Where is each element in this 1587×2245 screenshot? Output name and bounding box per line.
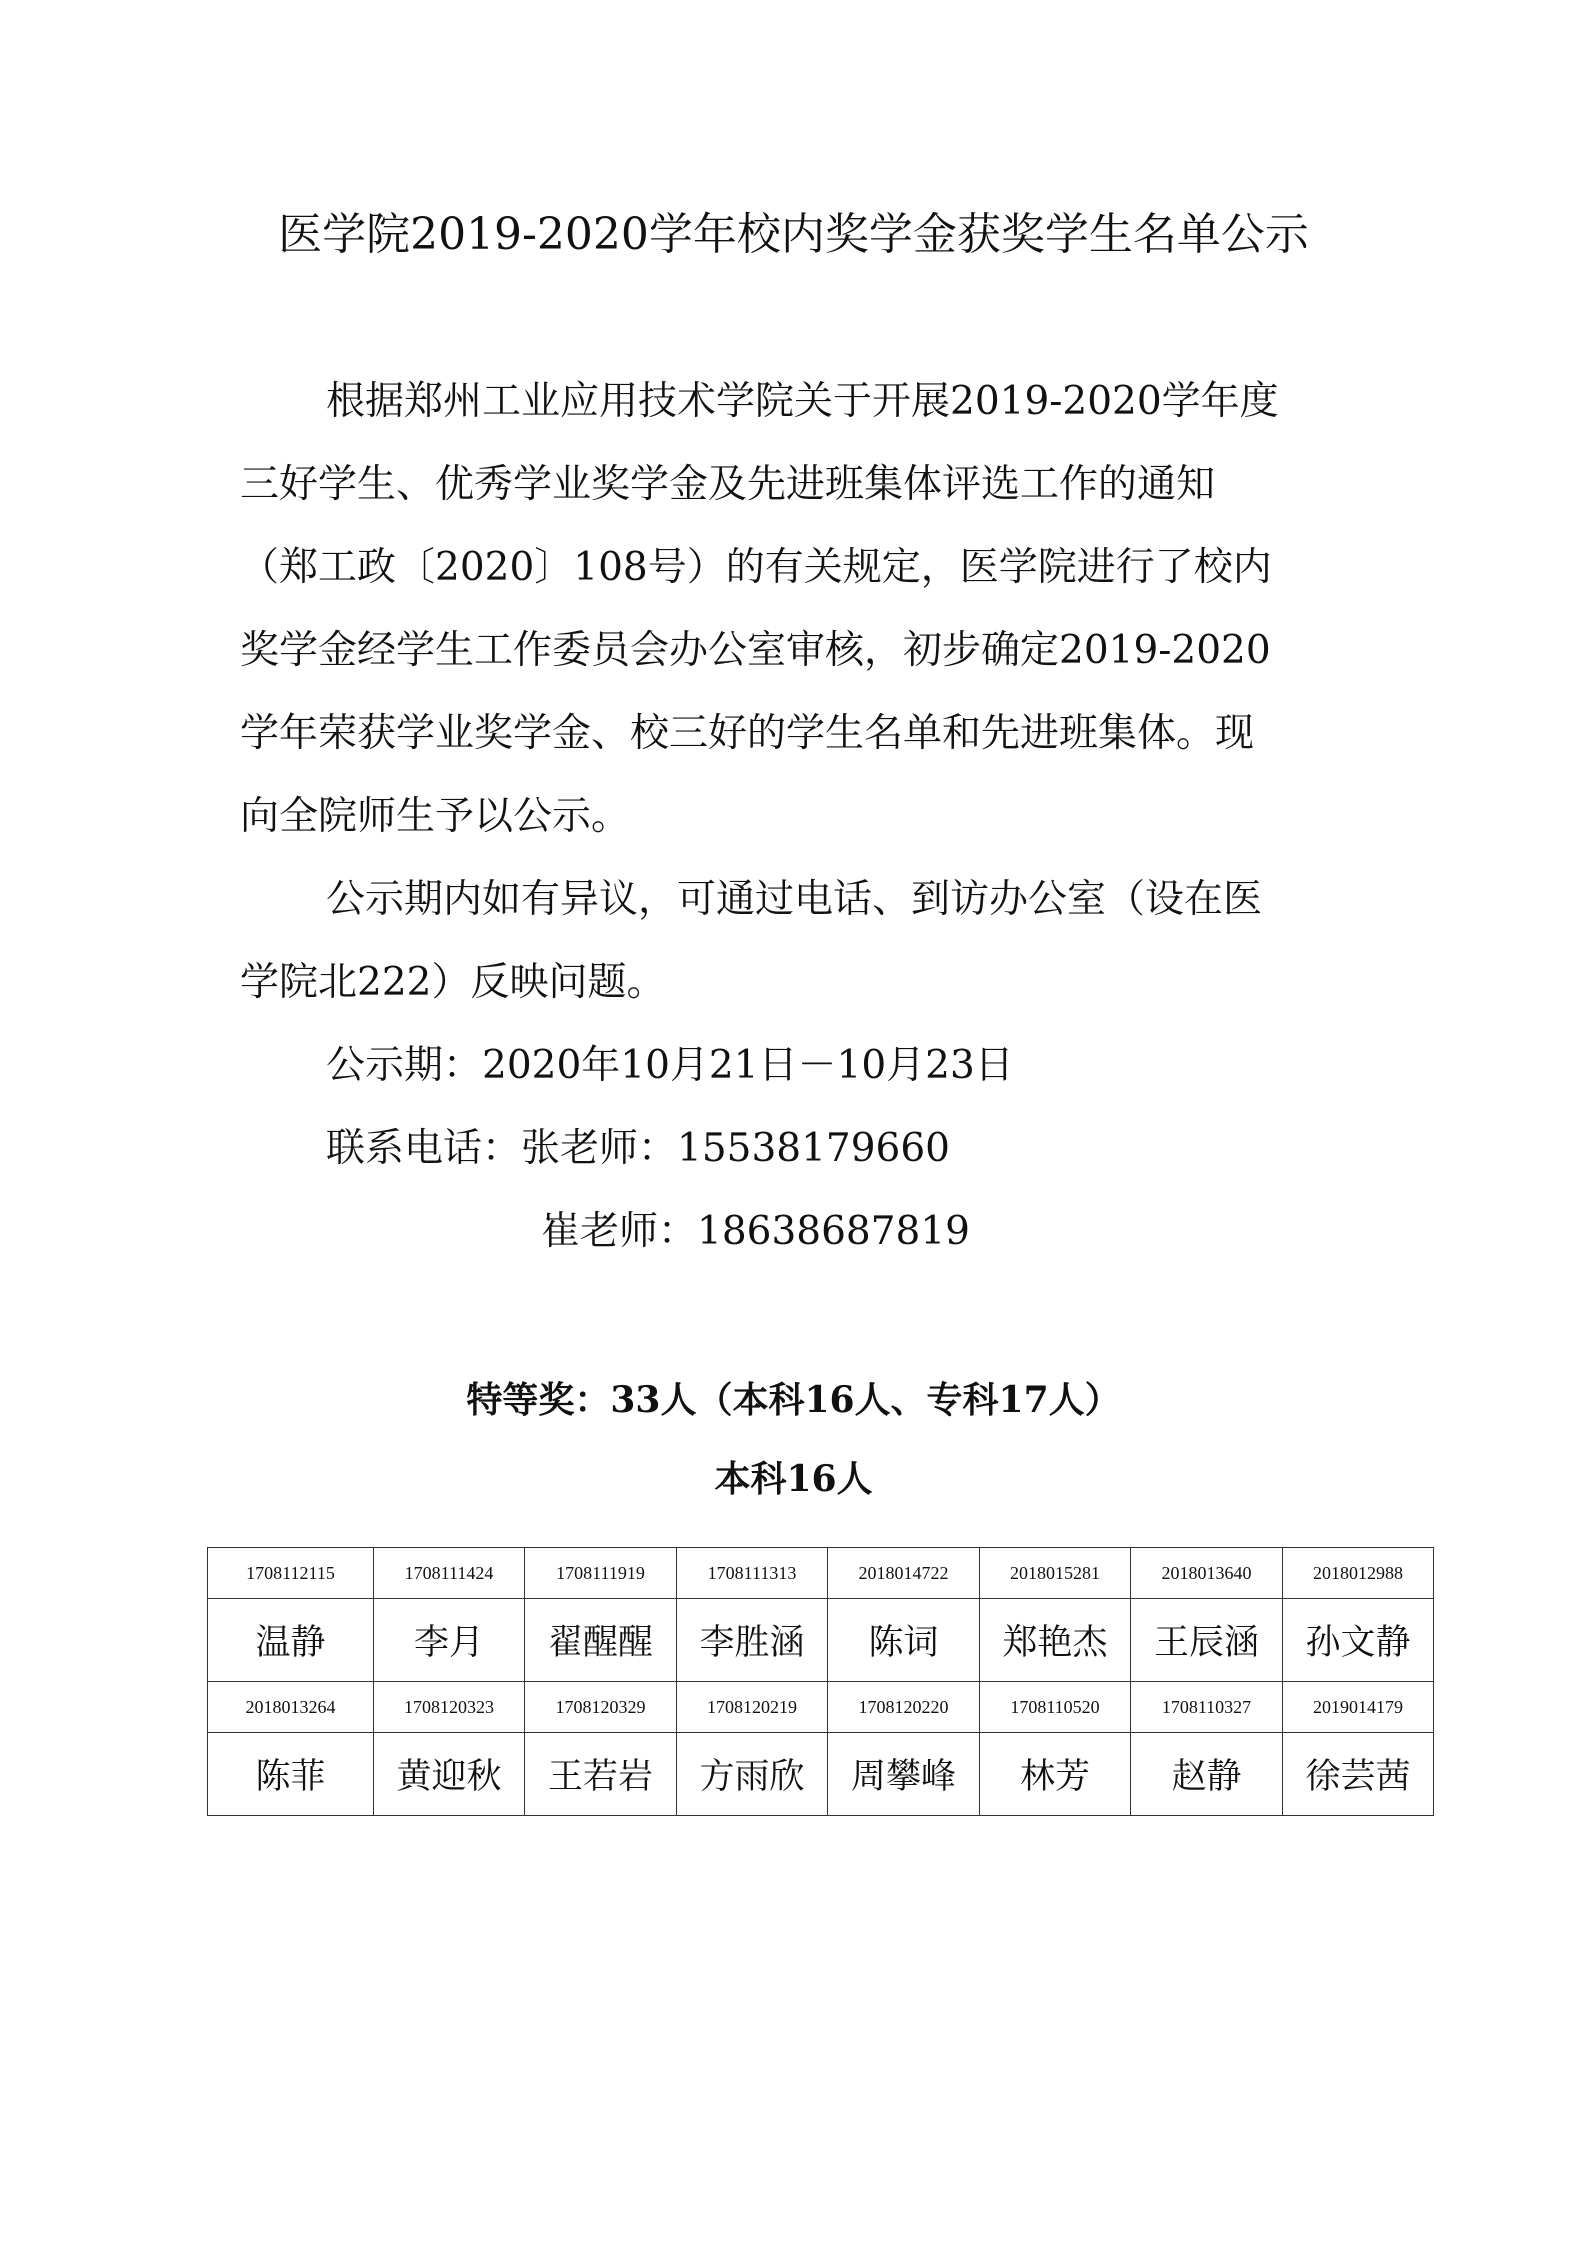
body-line: 三好学生、优秀学业奖学金及先进班集体评选工作的通知 bbox=[240, 462, 1216, 507]
student-name-cell: 孙文静 bbox=[1283, 1599, 1434, 1682]
student-name-cell: 陈词 bbox=[828, 1599, 980, 1682]
body-line: 学年荣获学业奖学金、校三好的学生名单和先进班集体。现 bbox=[240, 711, 1255, 756]
student-name-cell: 周攀峰 bbox=[828, 1733, 980, 1816]
student-name-cell: 李胜涵 bbox=[677, 1599, 828, 1682]
student-id-cell: 1708120219 bbox=[677, 1682, 828, 1733]
student-id-cell: 1708110520 bbox=[980, 1682, 1131, 1733]
student-name-cell: 方雨欣 bbox=[677, 1733, 828, 1816]
student-name-row bbox=[208, 1733, 1434, 1816]
contact-phone-cui: 崔老师：18638687819 bbox=[541, 1209, 970, 1254]
student-name-cell: 王若岩 bbox=[525, 1733, 677, 1816]
student-id-cell: 2018014722 bbox=[828, 1548, 980, 1599]
student-name-cell: 黄迎秋 bbox=[374, 1733, 525, 1816]
student-id-cell: 1708120220 bbox=[828, 1682, 980, 1733]
student-name-cell: 李月 bbox=[374, 1599, 525, 1682]
student-id-cell: 1708120329 bbox=[525, 1682, 677, 1733]
body-line: 根据郑州工业应用技术学院关于开展2019-2020学年度 bbox=[326, 379, 1279, 424]
student-name-cell: 陈菲 bbox=[208, 1733, 374, 1816]
student-id-cell: 2018013264 bbox=[208, 1682, 374, 1733]
body-line: 学院北222）反映问题。 bbox=[240, 960, 666, 1005]
body-line: （郑工政〔2020〕108号）的有关规定，医学院进行了校内 bbox=[240, 545, 1272, 590]
contact-phone-zhang: 联系电话：张老师：15538179660 bbox=[326, 1126, 950, 1171]
award-subheading: 本科16人 bbox=[714, 1458, 873, 1500]
student-id-cell: 2018015281 bbox=[980, 1548, 1131, 1599]
student-id-row bbox=[208, 1548, 1434, 1599]
body-line: 向全院师生予以公示。 bbox=[240, 794, 631, 839]
student-id-cell: 2018013640 bbox=[1131, 1548, 1283, 1599]
student-name-cell: 林芳 bbox=[980, 1733, 1131, 1816]
student-id-row bbox=[208, 1682, 1434, 1733]
notice-period: 公示期：2020年10月21日－10月23日 bbox=[326, 1043, 1014, 1088]
document-title: 医学院2019-2020学年校内奖学金获奖学生名单公示 bbox=[278, 209, 1309, 260]
student-name-cell: 郑艳杰 bbox=[980, 1599, 1131, 1682]
student-name-cell: 赵静 bbox=[1131, 1733, 1283, 1816]
student-name-cell: 王辰涵 bbox=[1131, 1599, 1283, 1682]
student-id-cell: 1708120323 bbox=[374, 1682, 525, 1733]
award-heading: 特等奖：33人（本科16人、专科17人） bbox=[466, 1379, 1121, 1421]
student-name-cell: 徐芸茜 bbox=[1283, 1733, 1434, 1816]
student-id-cell: 1708111424 bbox=[374, 1548, 525, 1599]
student-name-row bbox=[208, 1599, 1434, 1682]
body-line: 公示期内如有异议，可通过电话、到访办公室（设在医 bbox=[326, 877, 1263, 922]
student-name-cell: 温静 bbox=[208, 1599, 374, 1682]
student-id-cell: 2018012988 bbox=[1283, 1548, 1434, 1599]
student-id-cell: 2019014179 bbox=[1283, 1682, 1434, 1733]
award-roster-table bbox=[207, 1547, 1434, 1816]
student-id-cell: 1708111919 bbox=[525, 1548, 677, 1599]
student-name-cell: 翟醒醒 bbox=[525, 1599, 677, 1682]
student-id-cell: 1708110327 bbox=[1131, 1682, 1283, 1733]
student-id-cell: 1708112115 bbox=[208, 1548, 374, 1599]
body-line: 奖学金经学生工作委员会办公室审核，初步确定2019-2020 bbox=[240, 628, 1271, 673]
student-id-cell: 1708111313 bbox=[677, 1548, 828, 1599]
